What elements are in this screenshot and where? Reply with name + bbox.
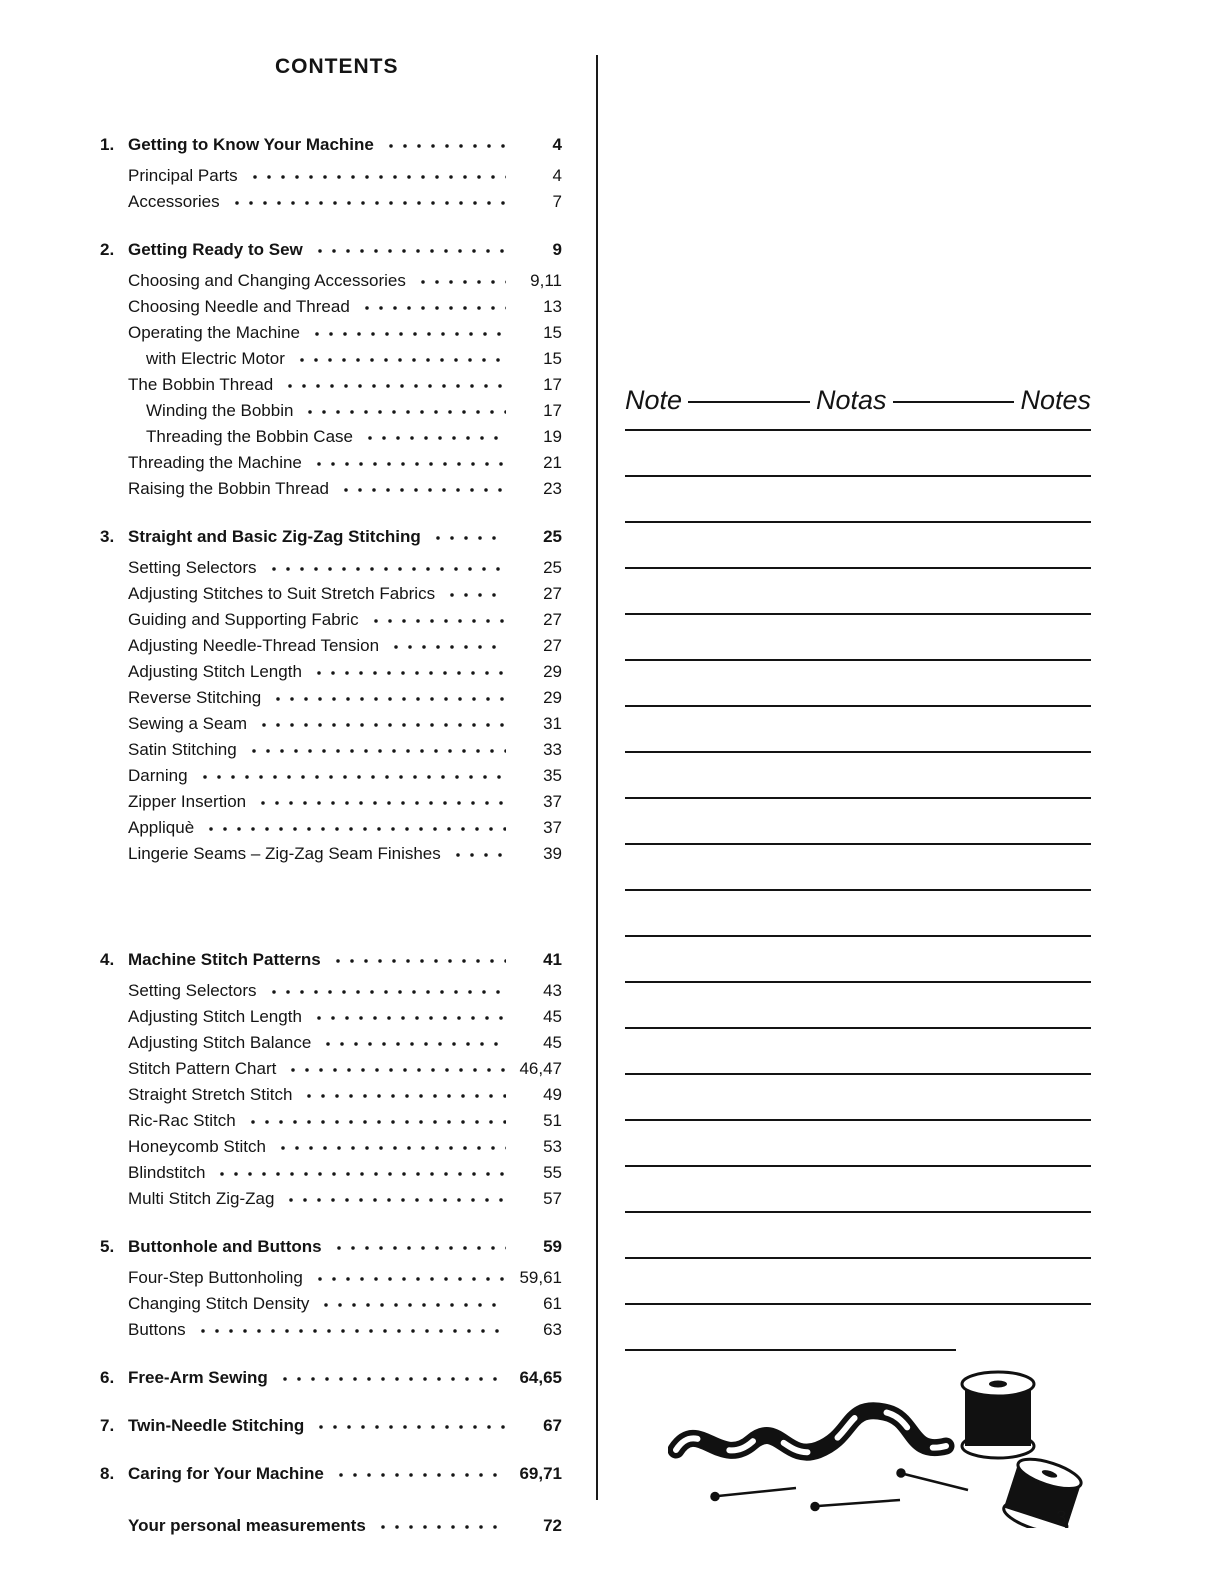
dot-leader [339, 484, 506, 496]
dot-leader [431, 532, 506, 544]
toc-section-number: 3. [100, 527, 115, 546]
toc-row [100, 760, 562, 786]
toc-label: Adjusting Stitches to Suit Stretch Fabrics [128, 584, 436, 603]
note-line [625, 615, 1091, 661]
dot-leader [271, 693, 506, 705]
toc-page-number: 33 [543, 740, 562, 759]
toc-label: Threading the Machine [128, 453, 302, 472]
toc-label: Machine Stitch Patterns [128, 950, 321, 969]
toc-page-number: 7 [552, 192, 562, 211]
toc-label: Choosing Needle and Thread [128, 297, 350, 316]
toc-page-number: 4 [552, 166, 562, 185]
note-line [625, 1213, 1091, 1259]
toc-section [100, 1458, 562, 1484]
dot-leader [363, 432, 506, 444]
toc-row [100, 708, 562, 734]
toc-page-number: 31 [543, 714, 562, 733]
dot-leader [295, 354, 506, 366]
toc-row [100, 1410, 562, 1436]
toc-section-entries [100, 160, 562, 212]
dot-leader [319, 1299, 506, 1311]
toc-label: Lingerie Seams – Zig-Zag Seam Finishes [128, 844, 441, 863]
toc-row [100, 1027, 562, 1053]
toc-label: Operating the Machine [128, 323, 300, 342]
toc-row [100, 521, 562, 547]
dot-leader [278, 1373, 506, 1385]
note-line [625, 415, 1091, 431]
note-line [625, 1121, 1091, 1167]
note-line [625, 937, 1091, 983]
dot-leader [416, 276, 506, 288]
dot-leader [314, 1421, 506, 1433]
toc-section-number: 4. [100, 950, 115, 969]
toc-label: Ric-Rac Stitch [128, 1111, 236, 1130]
toc-page-number: 59 [543, 1237, 562, 1256]
toc-page-number: 29 [543, 688, 562, 707]
toc-label: Stitch Pattern Chart [128, 1059, 277, 1078]
note-line [625, 1305, 956, 1351]
toc-row [100, 1183, 562, 1209]
toc-label: Getting Ready to Sew [128, 240, 303, 259]
toc-row [100, 682, 562, 708]
toc-label: Honeycomb Stitch [128, 1137, 266, 1156]
toc-row [100, 1001, 562, 1027]
toc-label: Multi Stitch Zig-Zag [128, 1189, 275, 1208]
toc-label: Getting to Know Your Machine [128, 135, 374, 154]
dot-leader [256, 797, 506, 809]
toc-label: Reverse Stitching [128, 688, 262, 707]
toc-page-number: 25 [543, 527, 562, 546]
toc-row [100, 1458, 562, 1484]
dot-leader [312, 458, 506, 470]
toc-section [100, 944, 562, 1209]
toc-label: Satin Stitching [128, 740, 237, 759]
toc-page-number: 15 [543, 323, 562, 342]
toc-label: Appliquè [128, 818, 195, 837]
toc-section-number: 1. [100, 135, 115, 154]
dot-leader [286, 1064, 506, 1076]
page-number: 3 [1056, 1508, 1067, 1529]
toc-label: Blindstitch [128, 1163, 206, 1182]
toc-label: Buttons [128, 1320, 186, 1339]
toc-page-number: 13 [543, 297, 562, 316]
thread-spools-illustration [668, 1358, 1108, 1528]
toc-page-number: 69,71 [519, 1464, 562, 1483]
toc-page-number: 64,65 [519, 1368, 562, 1387]
toc-page-number: 45 [543, 1033, 562, 1052]
note-line [625, 523, 1091, 569]
notes-header [625, 385, 1091, 415]
dot-leader [313, 245, 506, 257]
note-dash-line [688, 401, 810, 403]
note-line [625, 569, 1091, 615]
toc-section-entries [100, 1262, 562, 1340]
toc-row [100, 1157, 562, 1183]
toc-page-number: 27 [543, 636, 562, 655]
toc-label: Twin-Needle Stitching [128, 1416, 305, 1435]
toc-label: with Electric Motor [146, 349, 285, 368]
dot-leader [332, 1242, 506, 1254]
note-line [625, 1075, 1091, 1121]
toc-page-number: 9 [552, 240, 562, 259]
toc-row [100, 1131, 562, 1157]
toc-row [100, 786, 562, 812]
toc-label: Adjusting Needle-Thread Tension [128, 636, 380, 655]
toc-row [100, 604, 562, 630]
note-line [625, 753, 1091, 799]
toc-row [100, 186, 562, 212]
toc-page-number: 46,47 [519, 1059, 562, 1078]
toc-page-number: 21 [543, 453, 562, 472]
note-line [625, 891, 1091, 937]
toc-page-number: 4 [552, 135, 562, 154]
toc-label: Accessories [128, 192, 220, 211]
toc-row [100, 421, 562, 447]
note-dash-line [893, 401, 1015, 403]
toc-section [100, 1362, 562, 1388]
toc-page-number: 59,61 [519, 1268, 562, 1287]
toc-page-number: 29 [543, 662, 562, 681]
toc-page-number: 63 [543, 1320, 562, 1339]
dot-leader [267, 986, 506, 998]
toc-section [100, 521, 562, 864]
toc-label: Choosing and Changing Accessories [128, 271, 406, 290]
pins-icon [712, 1470, 969, 1511]
toc-page-number: 55 [543, 1163, 562, 1182]
toc-row [100, 343, 562, 369]
toc-label: Setting Selectors [128, 981, 257, 1000]
toc-section-number: 7. [100, 1416, 115, 1435]
notas-label: Notas [815, 384, 887, 415]
note-label: Note [625, 384, 683, 415]
toc-page-number: 72 [543, 1516, 562, 1535]
dot-leader [445, 589, 506, 601]
toc-section-number: 2. [100, 240, 115, 259]
dot-leader [376, 1521, 506, 1533]
toc-row [100, 734, 562, 760]
toc-page-number: 37 [543, 792, 562, 811]
toc-row [100, 291, 562, 317]
toc-row [100, 1079, 562, 1105]
dot-leader [204, 823, 506, 835]
note-line [625, 1259, 1091, 1305]
toc-page-number: 19 [543, 427, 562, 446]
dot-leader [198, 771, 506, 783]
toc-page-number: 23 [543, 479, 562, 498]
toc-row [100, 1053, 562, 1079]
toc-label: Principal Parts [128, 166, 238, 185]
dot-leader [334, 1469, 506, 1481]
toc-row [100, 1288, 562, 1314]
toc-label: Sewing a Seam [128, 714, 248, 733]
toc-row [100, 369, 562, 395]
toc-section-number: 5. [100, 1237, 115, 1256]
dot-leader [267, 563, 506, 575]
dot-leader [313, 1273, 506, 1285]
toc-page-number: 45 [543, 1007, 562, 1026]
dot-leader [284, 1194, 506, 1206]
column-divider [596, 55, 598, 1500]
toc-page-number: 53 [543, 1137, 562, 1156]
toc-label: Buttonhole and Buttons [128, 1237, 322, 1256]
toc-row [100, 317, 562, 343]
dot-leader [451, 849, 506, 861]
dot-leader [321, 1038, 506, 1050]
ribbon-icon [676, 1411, 946, 1452]
toc-label: Adjusting Stitch Balance [128, 1033, 312, 1052]
toc-label: Raising the Bobbin Thread [128, 479, 329, 498]
toc-label: Setting Selectors [128, 558, 257, 577]
toc-label: Darning [128, 766, 188, 785]
toc-row [100, 552, 562, 578]
dot-leader [276, 1142, 506, 1154]
toc-label: Adjusting Stitch Length [128, 1007, 302, 1026]
note-line [625, 477, 1091, 523]
toc-row [100, 234, 562, 260]
toc-section-number: 8. [100, 1464, 115, 1483]
toc-page-number: 17 [543, 375, 562, 394]
thread-spool-upright-icon [962, 1372, 1034, 1458]
page-title: CONTENTS [275, 55, 399, 78]
toc-label: Your personal measurements [128, 1516, 366, 1535]
toc-section-entries [100, 975, 562, 1209]
toc-page-number: 35 [543, 766, 562, 785]
dot-leader [246, 1116, 506, 1128]
toc-section-entries [100, 552, 562, 864]
note-line [625, 983, 1091, 1029]
toc-section-number: 6. [100, 1368, 115, 1387]
toc-row [100, 1314, 562, 1340]
note-line [625, 799, 1091, 845]
toc-page-number: 17 [543, 401, 562, 420]
dot-leader [369, 615, 506, 627]
toc-page-number: 57 [543, 1189, 562, 1208]
toc-page-number: 37 [543, 818, 562, 837]
toc-section [100, 1231, 562, 1340]
toc-label: Winding the Bobbin [146, 401, 294, 420]
toc-page-number: 27 [543, 610, 562, 629]
note-line [625, 1029, 1091, 1075]
dot-leader [310, 328, 506, 340]
toc-row [100, 160, 562, 186]
table-of-contents [100, 129, 562, 1536]
toc-page-number: 67 [543, 1416, 562, 1435]
toc-row [100, 944, 562, 970]
note-line [625, 1167, 1091, 1213]
dot-leader [331, 955, 506, 967]
toc-row [100, 656, 562, 682]
dot-leader [312, 667, 506, 679]
toc-page-number: 15 [543, 349, 562, 368]
dot-leader [283, 380, 506, 392]
note-line [625, 661, 1091, 707]
toc-label: Adjusting Stitch Length [128, 662, 302, 681]
dot-leader [248, 171, 506, 183]
toc-label: Threading the Bobbin Case [146, 427, 353, 446]
thread-spool-tilted-icon [1001, 1453, 1085, 1528]
toc-section [100, 1410, 562, 1436]
toc-label: Straight and Basic Zig-Zag Stitching [128, 527, 421, 546]
dot-leader [257, 719, 506, 731]
toc-page-number: 39 [543, 844, 562, 863]
toc-section [100, 129, 562, 212]
dot-leader [230, 197, 506, 209]
toc-row [100, 473, 562, 499]
dot-leader [303, 406, 506, 418]
toc-label: Free-Arm Sewing [128, 1368, 268, 1387]
toc-row [100, 1510, 562, 1536]
toc-row [100, 265, 562, 291]
toc-row [100, 1105, 562, 1131]
toc-row [100, 1262, 562, 1288]
contents-column [100, 55, 562, 1536]
note-line [625, 707, 1091, 753]
dot-leader [389, 641, 506, 653]
dot-leader [215, 1168, 506, 1180]
toc-row [100, 578, 562, 604]
notes-column [625, 385, 1091, 1351]
toc-label: The Bobbin Thread [128, 375, 274, 394]
toc-row [100, 447, 562, 473]
toc-label: Four-Step Buttonholing [128, 1268, 303, 1287]
toc-row [100, 838, 562, 864]
toc-section-entries [100, 265, 562, 499]
dot-leader [247, 745, 506, 757]
dot-leader [302, 1090, 506, 1102]
toc-section [100, 234, 562, 499]
notes-label: Notes [1020, 384, 1092, 415]
note-line [625, 845, 1091, 891]
toc-page-number: 9,11 [530, 271, 562, 290]
toc-row [100, 395, 562, 421]
note-ruled-lines [625, 415, 1091, 1351]
toc-label: Caring for Your Machine [128, 1464, 324, 1483]
dot-leader [360, 302, 506, 314]
toc-page-number: 51 [543, 1111, 562, 1130]
toc-label: Zipper Insertion [128, 792, 247, 811]
toc-page-number: 61 [543, 1294, 562, 1313]
toc-page-number: 43 [543, 981, 562, 1000]
toc-page-number: 25 [543, 558, 562, 577]
dot-leader [312, 1012, 506, 1024]
toc-page-number: 27 [543, 584, 562, 603]
toc-row [100, 129, 562, 155]
dot-leader [196, 1325, 506, 1337]
toc-row [100, 1231, 562, 1257]
note-line [625, 431, 1091, 477]
toc-page-number: 41 [543, 950, 562, 969]
toc-row [100, 1362, 562, 1388]
toc-row [100, 630, 562, 656]
toc-page-number: 49 [543, 1085, 562, 1104]
toc-row [100, 812, 562, 838]
toc-label: Straight Stretch Stitch [128, 1085, 293, 1104]
toc-label: Guiding and Supporting Fabric [128, 610, 359, 629]
toc-row [100, 975, 562, 1001]
dot-leader [384, 140, 506, 152]
toc-label: Changing Stitch Density [128, 1294, 310, 1313]
